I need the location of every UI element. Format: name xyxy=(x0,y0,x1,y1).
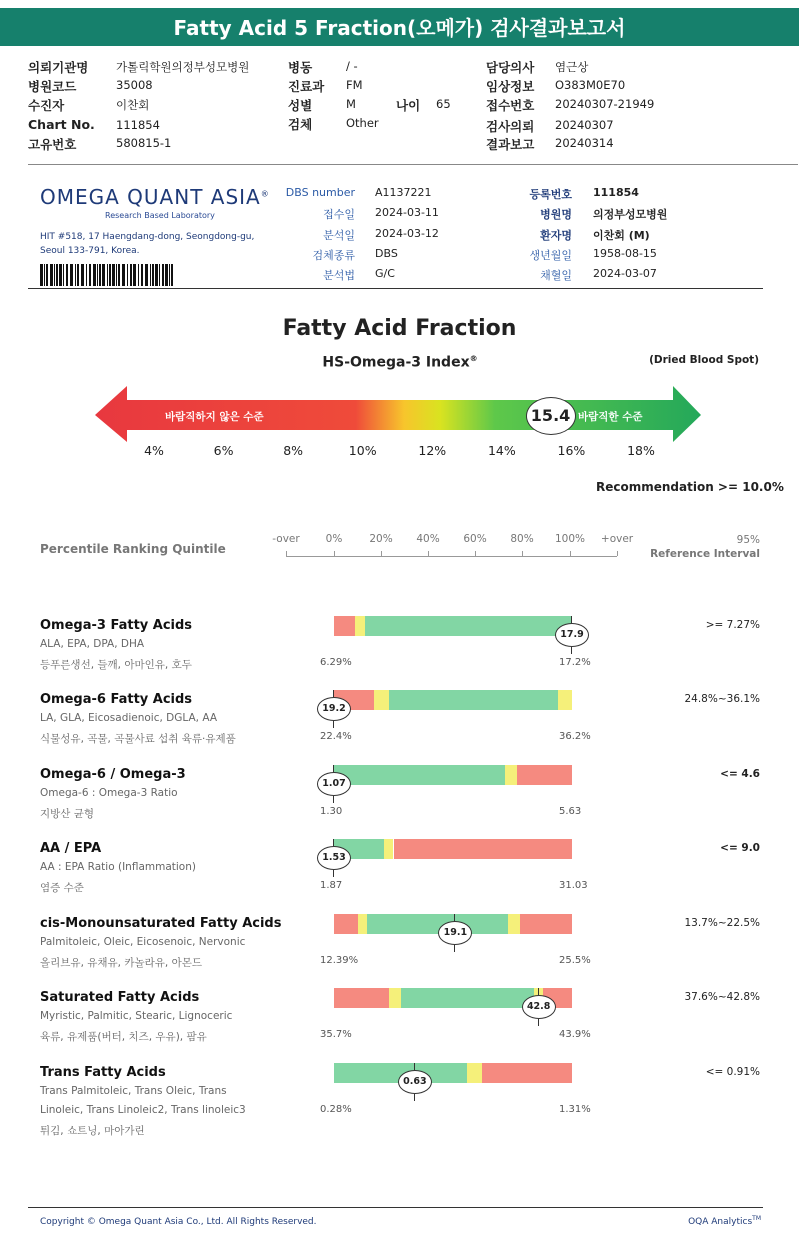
barcode-bar xyxy=(171,264,173,286)
copyright: Copyright © Omega Quant Asia Co., Ltd. All Rights Reserved. xyxy=(40,1217,317,1227)
lab-info-value: 2024-03-12 xyxy=(375,227,439,240)
patient-info-value: 의정부성모병원 xyxy=(593,208,668,221)
barcode-bar xyxy=(107,264,108,286)
reference-interval: >= 7.27% xyxy=(705,619,760,631)
quintile-segment-yellow xyxy=(558,690,572,710)
quintile-segment-yellow xyxy=(358,914,368,934)
range-high: 43.9% xyxy=(559,1029,591,1040)
barcode-bar xyxy=(59,264,62,286)
lab-info-label: 접수일 xyxy=(323,208,355,221)
barcode-bar xyxy=(50,264,53,286)
header-label: 고유번호 xyxy=(28,137,77,152)
percentile-tick-label: 80% xyxy=(510,533,534,545)
header-value: O383M0E70 xyxy=(555,78,626,92)
recommendation: Recommendation >= 10.0% xyxy=(596,480,784,494)
index-title-text: HS-Omega-3 Index xyxy=(322,354,470,371)
barcode-bar xyxy=(152,264,154,286)
quintile-segment-yellow xyxy=(384,839,394,859)
barcode-bar xyxy=(93,264,96,286)
lab-info-label: 검체종류 xyxy=(312,249,355,262)
section-title: Omega-3 Fatty Acids xyxy=(40,618,193,633)
lab-divider xyxy=(28,288,763,289)
percentile-tick-label: -over xyxy=(272,533,300,545)
header-label: 결과보고 xyxy=(486,137,535,152)
footer-brand-text: OQA Analytics xyxy=(688,1217,753,1227)
barcode-graphic xyxy=(40,264,174,286)
reference-header-95: 95% xyxy=(736,534,760,546)
barcode-bar xyxy=(109,264,111,286)
barcode-bar xyxy=(165,264,168,286)
index-tick-label: 4% xyxy=(144,443,164,458)
barcode-bar xyxy=(155,264,158,286)
range-low: 1.30 xyxy=(320,806,343,817)
barcode-bar xyxy=(118,264,120,286)
reference-header-interval: Reference Interval xyxy=(650,548,760,560)
header-label: 진료과 xyxy=(288,79,325,94)
patient-info-value: 111854 xyxy=(593,186,639,199)
barcode-bar xyxy=(99,264,101,286)
quintile-segment-red xyxy=(334,914,358,934)
footer-brand xyxy=(688,1215,761,1227)
index-title-reg: ® xyxy=(469,354,478,363)
section-components: LA, GLA, Eicosadienoic, DGLA, AA xyxy=(40,712,218,724)
quintile-segment-yellow xyxy=(467,1063,481,1083)
index-tick-label: 6% xyxy=(213,443,234,458)
result-value-marker: 0.63 xyxy=(398,1070,432,1094)
header-label: 검체 xyxy=(288,117,313,132)
barcode-bar xyxy=(133,264,136,286)
header-divider xyxy=(28,164,798,165)
header-value: 가톨릭학원의정부성모병원 xyxy=(116,60,250,74)
low-level-label: 바람직하지 않은 수준 xyxy=(165,411,264,423)
quintile-segment-red xyxy=(517,765,572,785)
quintile-segment-yellow xyxy=(355,616,365,636)
barcode-bar xyxy=(44,264,45,286)
barcode-bar xyxy=(97,264,98,286)
lab-address-line2: Seoul 133-791, Korea. xyxy=(40,246,140,256)
barcode-bar xyxy=(159,264,160,286)
barcode-bar xyxy=(86,264,87,286)
section-title: Omega-6 / Omega-3 xyxy=(40,767,186,782)
barcode-bar xyxy=(150,264,151,286)
header-value: 111854 xyxy=(116,118,160,132)
patient-info-label: 채혈일 xyxy=(540,269,572,282)
footer-brand-tm: TM xyxy=(752,1215,761,1222)
lab-info-value: 2024-03-11 xyxy=(375,206,439,219)
lab-info-value: G/C xyxy=(375,267,395,280)
header-value: FM xyxy=(346,78,363,92)
barcode-bar xyxy=(145,264,148,286)
section-components-cont: Linoleic, Trans Linoleic2, Trans linoleic3 xyxy=(40,1104,246,1116)
reference-header xyxy=(640,534,760,560)
quintile-segment-yellow xyxy=(505,765,517,785)
section-foods: 육류, 유제품(버터, 치즈, 우유), 팜유 xyxy=(40,1031,207,1043)
header-label: 수진자 xyxy=(28,98,65,113)
range-high: 25.5% xyxy=(559,955,591,966)
barcode-bar xyxy=(169,264,170,286)
quintile-segment-yellow xyxy=(508,914,520,934)
footer-divider xyxy=(28,1207,763,1208)
patient-info-label: 환자명 xyxy=(540,229,572,242)
section-components: AA : EPA Ratio (Inflammation) xyxy=(40,861,196,873)
percentile-tick-label: 20% xyxy=(369,533,393,545)
lab-info-label: 분석일 xyxy=(323,229,355,242)
section-components: Omega-6 : Omega-3 Ratio xyxy=(40,787,178,799)
index-tick-label: 12% xyxy=(418,443,447,458)
section-foods: 튀김, 쇼트닝, 마아가린 xyxy=(40,1125,145,1137)
quintile-segment-red xyxy=(482,1063,572,1083)
quintile-segment-green xyxy=(334,765,505,785)
index-tick-label: 14% xyxy=(487,443,516,458)
reference-interval: <= 0.91% xyxy=(705,1066,760,1078)
quintile-segment-yellow xyxy=(374,690,388,710)
header-label: 접수번호 xyxy=(486,98,535,113)
high-level-label: 바람직한 수준 xyxy=(578,411,643,423)
patient-info-value: 2024-03-07 xyxy=(593,267,657,280)
header-value: 20240314 xyxy=(555,136,614,150)
reference-interval: <= 4.6 xyxy=(720,768,760,780)
range-low: 1.87 xyxy=(320,880,343,891)
percentile-tick-label: +over xyxy=(600,533,634,545)
lab-address xyxy=(40,230,254,258)
reference-interval: 37.6%~42.8% xyxy=(684,991,760,1003)
age-value: 65 xyxy=(436,97,451,111)
fraction-title: Fatty Acid Fraction xyxy=(282,316,517,341)
percentile-tick-label: 40% xyxy=(416,533,440,545)
section-title: Saturated Fatty Acids xyxy=(40,990,200,1005)
header-label: Chart No. xyxy=(28,117,95,132)
barcode-bar xyxy=(162,264,164,286)
header-value: M xyxy=(346,97,356,111)
percentile-tick-label: 60% xyxy=(463,533,487,545)
barcode-bar xyxy=(56,264,58,286)
patient-info-label: 생년월일 xyxy=(529,249,572,262)
result-value-marker: 19.2 xyxy=(317,697,351,721)
section-foods: 올리브유, 유채유, 카놀라유, 아몬드 xyxy=(40,957,203,969)
patient-info-value: 1958-08-15 xyxy=(593,247,657,260)
header-label: 병원코드 xyxy=(28,79,77,94)
header-value: 580815-1 xyxy=(116,136,172,150)
barcode-bar xyxy=(75,264,76,286)
range-high: 1.31% xyxy=(559,1104,591,1115)
header-label: 병동 xyxy=(288,60,313,75)
quintile-bar xyxy=(334,1063,572,1083)
section-title: cis-Monounsaturated Fatty Acids xyxy=(40,916,282,931)
index-tick-label: 8% xyxy=(283,443,304,458)
barcode-bar xyxy=(81,264,84,286)
header-value: 20240307-21949 xyxy=(555,97,655,111)
barcode-bar xyxy=(63,264,64,286)
header-label: 의뢰기관명 xyxy=(28,60,89,75)
range-low: 22.4% xyxy=(320,731,352,742)
quintile-segment-red xyxy=(394,839,573,859)
quintile-segment-red xyxy=(334,988,389,1008)
range-high: 5.63 xyxy=(559,806,582,817)
patient-info-label: 등록번호 xyxy=(529,188,572,201)
header-value: 염근상 xyxy=(555,60,589,74)
barcode-bar xyxy=(122,264,125,286)
barcode-bar xyxy=(112,264,115,286)
quintile-segment-red xyxy=(520,914,572,934)
section-components: ALA, EPA, DPA, DHA xyxy=(40,638,145,650)
barcode-bar xyxy=(127,264,128,286)
result-value-marker: 1.07 xyxy=(317,772,351,796)
quintile-bar xyxy=(334,839,572,859)
percentile-axis xyxy=(286,556,617,557)
patient-info-value: 이찬회 (M) xyxy=(593,229,650,242)
header-label: 담당의사 xyxy=(486,60,535,75)
header-value: 20240307 xyxy=(555,118,614,132)
header-label: 임상정보 xyxy=(486,79,535,94)
lab-info-label: 분석법 xyxy=(323,269,355,282)
header-value: / - xyxy=(346,59,358,73)
section-title: Trans Fatty Acids xyxy=(40,1065,166,1080)
result-value-marker: 1.53 xyxy=(317,846,351,870)
reference-interval: <= 9.0 xyxy=(720,842,760,854)
lab-logo-reg: ® xyxy=(260,189,270,199)
index-tick-label: 18% xyxy=(627,443,655,458)
range-low: 12.39% xyxy=(320,955,359,966)
section-foods: 지방산 균형 xyxy=(40,808,95,820)
section-components: Palmitoleic, Oleic, Eicosenoic, Nervonic xyxy=(40,936,246,948)
barcode-bar xyxy=(116,264,117,286)
range-high: 36.2% xyxy=(559,731,591,742)
barcode-bar xyxy=(89,264,91,286)
quintile-segment-green xyxy=(365,616,572,636)
lab-tagline: Research Based Laboratory xyxy=(105,211,215,220)
header-label: 성별 xyxy=(288,98,313,113)
patient-info-label: 병원명 xyxy=(540,208,572,221)
result-value-marker: 17.9 xyxy=(555,623,589,647)
range-high: 31.03 xyxy=(559,880,588,891)
lab-info-label: DBS number xyxy=(285,186,355,199)
range-low: 35.7% xyxy=(320,1029,352,1040)
reference-interval: 13.7%~22.5% xyxy=(684,917,760,929)
section-foods: 식물성유, 곡물, 곡물사료 섭취 육류·유제품 xyxy=(40,733,236,745)
age-label: 나이 xyxy=(396,98,421,113)
percentile-tick-label: 100% xyxy=(554,533,586,545)
lab-logo xyxy=(40,185,270,209)
header-value: Other xyxy=(346,116,379,130)
lab-info-value: A1137221 xyxy=(375,186,432,199)
quintile-segment-green xyxy=(401,988,534,1008)
barcode-bar xyxy=(141,264,143,286)
report-title: Fatty Acid 5 Fraction(오메가) 검사결과보고서 xyxy=(0,8,799,46)
index-title xyxy=(300,354,500,371)
section-components: Trans Palmitoleic, Trans Oleic, Trans xyxy=(40,1085,227,1097)
header-label: 검사의뢰 xyxy=(486,119,535,134)
lab-logo-text: OMEGA QUANT ASIA xyxy=(40,185,261,209)
barcode-bar xyxy=(138,264,139,286)
barcode-bar xyxy=(102,264,105,286)
lab-address-line1: HIT #518, 17 Haengdang-dong, Seongdong-gu, xyxy=(40,232,255,242)
quintile-segment-red xyxy=(334,616,355,636)
quintile-bar xyxy=(334,690,572,710)
section-components: Myristic, Palmitic, Stearic, Lignoceric xyxy=(40,1010,233,1022)
percentile-tick-label: 0% xyxy=(325,533,343,545)
percentile-tick-mark xyxy=(617,551,618,556)
barcode-bar xyxy=(77,264,79,286)
dried-blood-spot: (Dried Blood Spot) xyxy=(649,354,759,366)
index-tick-label: 16% xyxy=(557,443,586,458)
quintile-bar xyxy=(334,616,572,636)
section-foods: 염증 수준 xyxy=(40,882,84,894)
range-low: 6.29% xyxy=(320,657,352,668)
reference-interval: 24.8%~36.1% xyxy=(684,693,760,705)
section-foods: 등푸른생선, 들깨, 아마인유, 호두 xyxy=(40,659,192,671)
quintile-segment-yellow xyxy=(389,988,401,1008)
percentile-label: Percentile Ranking Quintile xyxy=(40,542,226,556)
barcode-bar xyxy=(66,264,68,286)
index-tick-label: 10% xyxy=(348,443,377,458)
result-value-marker: 19.1 xyxy=(438,921,472,945)
quintile-segment-green xyxy=(389,690,558,710)
quintile-bar xyxy=(334,765,572,785)
header-value: 이찬회 xyxy=(116,98,150,112)
lab-info-value: DBS xyxy=(375,247,398,260)
section-title: AA / EPA xyxy=(40,841,102,856)
header-value: 35008 xyxy=(116,78,153,92)
result-value-marker: 42.8 xyxy=(522,995,556,1019)
barcode-bar xyxy=(40,264,43,286)
barcode-bar xyxy=(46,264,48,286)
barcode-bar xyxy=(54,264,55,286)
barcode-bar xyxy=(70,264,73,286)
section-title: Omega-6 Fatty Acids xyxy=(40,692,193,707)
barcode-bar xyxy=(130,264,132,286)
range-high: 17.2% xyxy=(559,657,591,668)
index-value-marker: 15.4 xyxy=(526,397,576,435)
range-low: 0.28% xyxy=(320,1104,352,1115)
